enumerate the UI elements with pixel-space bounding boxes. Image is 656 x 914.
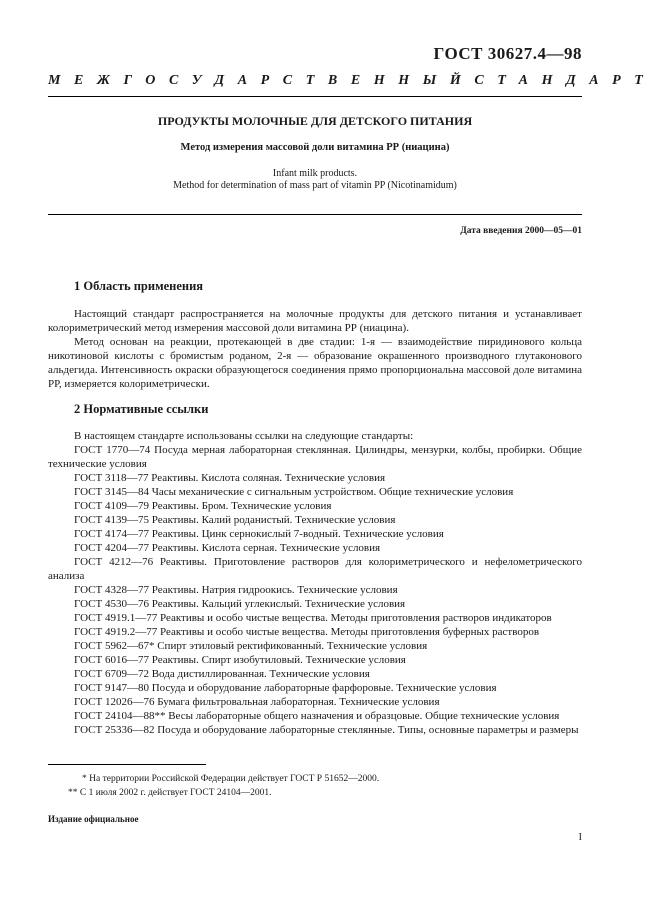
official-edition-label: Издание официальное (48, 814, 139, 824)
banner-word-standard: СТАНДАРТ (474, 73, 656, 88)
title-rule (48, 214, 582, 215)
introduction-date: Дата введения 2000—05—01 (460, 226, 582, 236)
section-1-heading: 1 Область применения (74, 279, 204, 293)
references-lead: В настоящем стандарте использованы ссылки на следующие стандарты: (74, 430, 414, 442)
standard-number: ГОСТ 30627.4—98 (433, 44, 582, 63)
section-1-para-1: Настоящий стандарт распространяется на молочные продукты для детского питания и устанавливает колориметрический метод измерения массовой доли витамина РР (ниацина). (48, 308, 582, 334)
reference-item: ГОСТ 4919.2—77 Реактивы и особо чистые вещества. Методы приготовления буферных растворов (74, 626, 540, 638)
reference-item: ГОСТ 25336—82 Посуда и оборудование лабораторные стеклянные. Типы, основные параметры и размеры (74, 724, 579, 736)
banner-word-interstate: МЕЖГОСУДАРСТВЕННЫЙ (48, 73, 475, 88)
page-number: I (578, 832, 582, 843)
reference-item: ГОСТ 4212—76 Реактивы. Приготовление растворов для колориметрического и нефелометрического анализа (48, 556, 582, 582)
footnote-rule (48, 764, 206, 765)
header-rule (48, 96, 582, 97)
reference-item: ГОСТ 4109—79 Реактивы. Бром. Технические условия (74, 500, 332, 512)
reference-item: ГОСТ 4919.1—77 Реактивы и особо чистые вещества. Методы приготовления растворов индикаторов (74, 612, 552, 624)
footnote-1: * На территории Российской Федерации действует ГОСТ Р 51652—2000. (82, 774, 380, 784)
section-2-heading: 2 Нормативные ссылки (74, 402, 209, 416)
reference-item: ГОСТ 3145—84 Часы механические с сигнальным устройством. Общие технические условия (74, 486, 514, 498)
reference-item: ГОСТ 12026—76 Бумага фильтровальная лабораторная. Технические условия (74, 696, 440, 708)
reference-item: ГОСТ 4204—77 Реактивы. Кислота серная. Технические условия (74, 542, 381, 554)
english-title-line1: Infant milk products. (272, 168, 358, 179)
reference-item: ГОСТ 4174—77 Реактивы. Цинк сернокислый 7-водный. Технические условия (74, 528, 444, 540)
reference-item: ГОСТ 3118—77 Реактивы. Кислота соляная. Технические условия (74, 472, 386, 484)
reference-item: ГОСТ 4328—77 Реактивы. Натрия гидроокись. Технические условия (74, 584, 398, 596)
reference-item: ГОСТ 24104—88** Весы лабораторные общего назначения и образцовые. Общие технические условия (74, 710, 560, 722)
reference-item: ГОСТ 4530—76 Реактивы. Кальций углекислый. Технические условия (74, 598, 406, 610)
document-subtitle: Метод измерения массовой доли витамина РР (ниацина) (180, 142, 450, 153)
standard-type-banner (48, 73, 656, 89)
reference-item: ГОСТ 1770—74 Посуда мерная лабораторная стеклянная. Цилиндры, мензурки, колбы, пробирки. Общие технические условия (48, 444, 582, 470)
section-1-para-2: Метод основан на реакции, протекающей в две стадии: 1-я — взаимодействие пиридинового кольца никотиновой кислоты с бромистым роданом, 2-я — образование окрашенного производного глутаконового альдегида. Интенсивность окраски образующегося соединения прямо пропорциональна массовой доле витамина РР, измеряется колориметрически. (48, 336, 582, 390)
footnote-2: ** С 1 июля 2002 г. действует ГОСТ 24104—2001. (68, 788, 272, 798)
reference-item: ГОСТ 6709—72 Вода дистиллированная. Технические условия (74, 668, 370, 680)
reference-item: ГОСТ 9147—80 Посуда и оборудование лабораторные фарфоровые. Технические условия (74, 682, 497, 694)
reference-item: ГОСТ 5962—67* Спирт этиловый ректификованный. Технические условия (74, 640, 428, 652)
reference-item: ГОСТ 6016—77 Реактивы. Спирт изобутиловый. Технические условия (74, 654, 406, 666)
document-title: ПРОДУКТЫ МОЛОЧНЫЕ ДЛЯ ДЕТСКОГО ПИТАНИЯ (157, 114, 473, 128)
normative-references (48, 429, 582, 737)
english-title (48, 168, 582, 192)
english-title-line2: Method for determination of mass part of vitamin PP (Nicotinamidum) (173, 180, 457, 191)
reference-item: ГОСТ 4139—75 Реактивы. Калий роданистый. Технические условия (74, 514, 396, 526)
